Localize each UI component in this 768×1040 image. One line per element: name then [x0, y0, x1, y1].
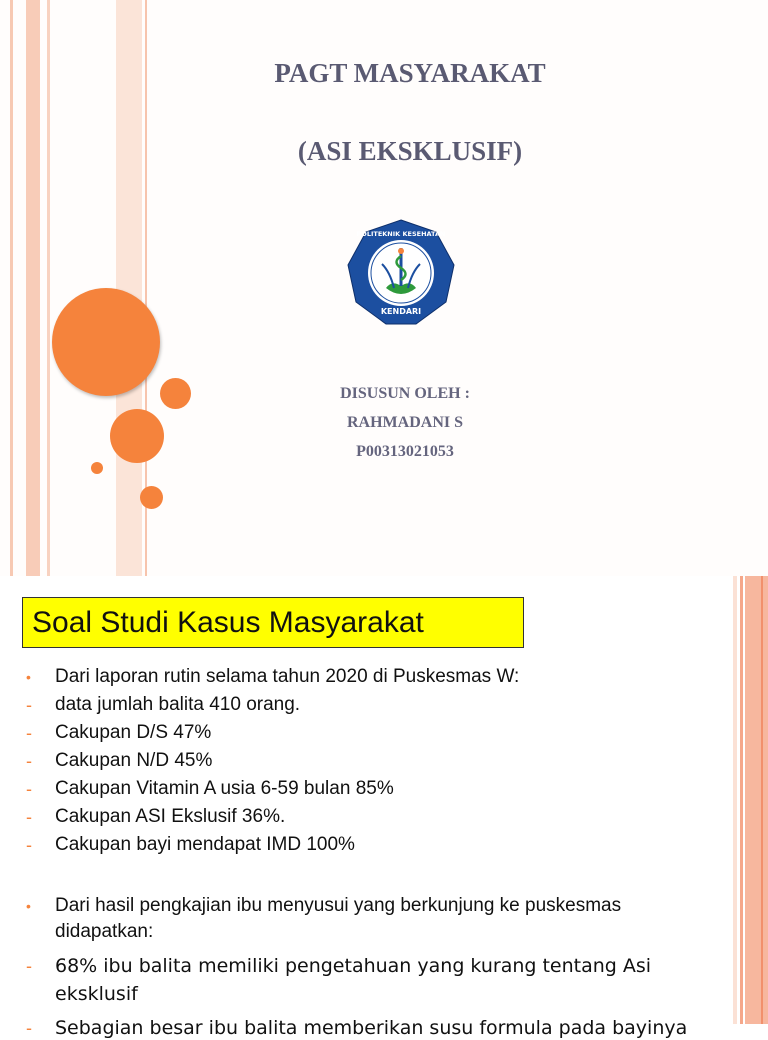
list-item: didapatkan:	[55, 921, 154, 942]
decor-stripe	[733, 576, 737, 1024]
dash-marker: -	[26, 835, 32, 855]
decor-circle	[140, 486, 163, 509]
dash-marker: -	[26, 751, 32, 771]
list-item: data jumlah balita 410 orang.	[55, 694, 301, 715]
list-item: 68% ibu balita memiliki pengetahuan yang kurang tentang Asi	[55, 955, 652, 977]
decor-stripe	[47, 0, 50, 576]
slide-title: PAGT MASYARAKAT	[274, 58, 546, 88]
list-item: Dari laporan rutin selama tahun 2020 di Puskesmas W:	[55, 666, 520, 687]
logo-ring-text-bottom: KENDARI	[380, 307, 422, 316]
heading-box	[22, 597, 524, 648]
author-name: RAHMADANI S	[347, 414, 463, 431]
list-item: Cakupan Vitamin A usia 6-59 bulan 85%	[55, 778, 394, 799]
decor-stripe	[740, 576, 743, 1024]
bullet-icon: •	[26, 669, 31, 685]
dash-marker: -	[26, 723, 32, 743]
slide-heading: Soal Studi Kasus Masyarakat	[32, 606, 424, 639]
dash-marker: -	[26, 779, 32, 799]
decor-stripe	[745, 576, 768, 1024]
decor-stripe	[116, 0, 142, 576]
decor-stripe	[10, 0, 13, 576]
list-item: Cakupan ASI Ekslusif 36%.	[55, 806, 286, 827]
decor-circle	[91, 462, 103, 474]
list-item: eksklusif	[55, 983, 138, 1005]
dash-marker: -	[26, 695, 32, 715]
dash-marker: -	[26, 1018, 32, 1038]
list-item: Dari hasil pengkajian ibu menyusui yang berkunjung ke puskesmas	[55, 895, 622, 916]
logo-ring-text-top: POLITEKNIK KESEHATAN	[356, 230, 446, 238]
list-item: Cakupan D/S 47%	[55, 722, 212, 743]
politeknik-logo-icon	[346, 218, 456, 328]
bullet-icon: •	[26, 898, 31, 914]
decor-stripe	[26, 0, 40, 576]
decor-circle	[110, 409, 164, 463]
list-item: Cakupan N/D 45%	[55, 750, 213, 771]
list-item: Sebagian besar ibu balita memberikan susu formula pada bayinya	[55, 1017, 688, 1039]
decor-circle-large	[52, 288, 160, 396]
author-label: DISUSUN OLEH :	[340, 385, 470, 402]
slide-subtitle: (ASI EKSKLUSIF)	[297, 136, 523, 166]
decor-circle	[160, 378, 191, 409]
decor-stripe	[761, 576, 763, 1024]
list-item: Cakupan bayi mendapat IMD 100%	[55, 834, 355, 855]
dash-marker: -	[26, 807, 32, 827]
dash-marker: -	[26, 956, 32, 976]
author-id: P00313021053	[356, 443, 454, 460]
content-slide	[0, 576, 768, 1039]
